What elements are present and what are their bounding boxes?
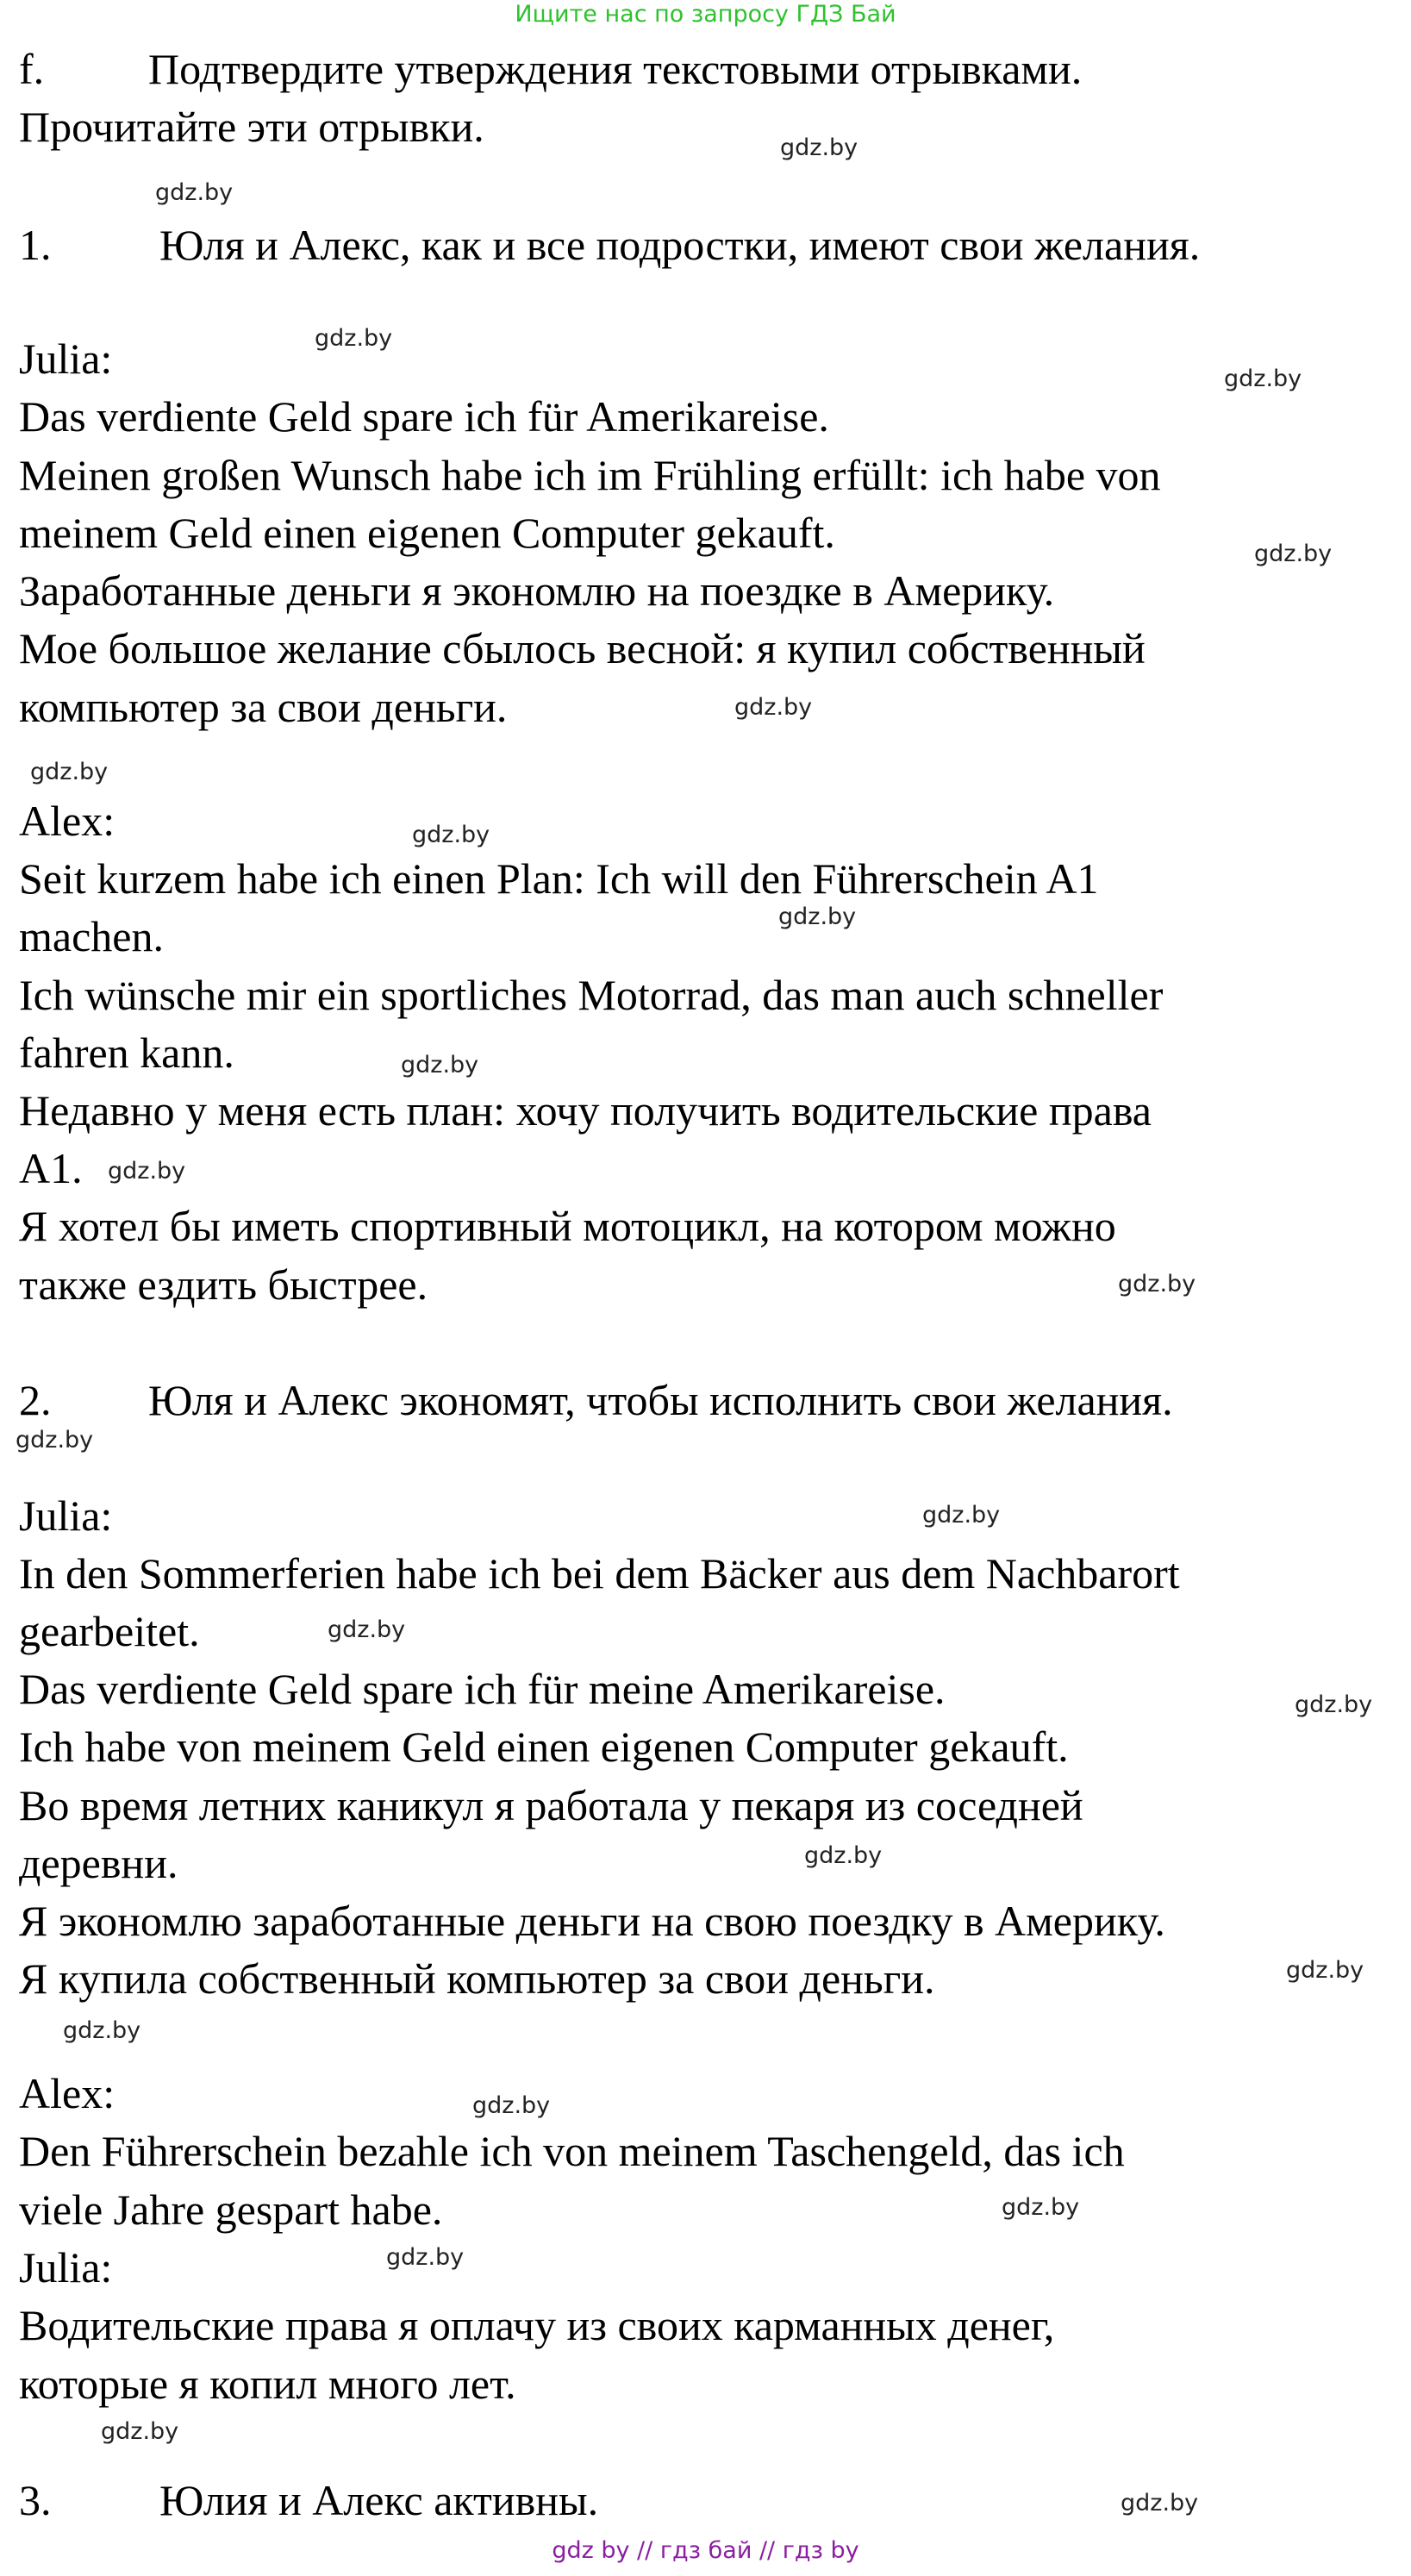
text-line: Я хотел бы иметь спортивный мотоцикл, на котором можно xyxy=(19,1202,1116,1250)
watermark: gdz.by xyxy=(778,903,857,930)
item-3-number: 3. xyxy=(19,2476,52,2524)
watermark: gdz.by xyxy=(472,2092,551,2119)
watermark: gdz.by xyxy=(1002,2194,1080,2221)
text-line: In den Sommerferien habe ich bei dem Bäcker aus dem Nachbarort xyxy=(19,1549,1180,1597)
text-line: fahren kann. xyxy=(19,1029,234,1077)
watermark: gdz.by xyxy=(1121,2490,1199,2517)
text-line: Das verdiente Geld spare ich für meine Amerikareise. xyxy=(19,1665,946,1713)
watermark: gdz.by xyxy=(1295,1691,1373,1718)
text-line: компьютер за свои деньги. xyxy=(19,683,508,731)
speaker-label-julia: Julia: xyxy=(19,1491,113,1540)
text-line: которые я копил много лет. xyxy=(19,2360,516,2408)
text-line: Мое большое желание сбылось весной: я купил собственный xyxy=(19,624,1146,672)
text-line: Meinen großen Wunsch habe ich im Frühling erfüllt: ich habe von xyxy=(19,451,1161,499)
text-line: Ich habe von meinem Geld einen eigenen Computer gekauft. xyxy=(19,1723,1069,1771)
text-line: meinem Geld einen eigenen Computer gekauft. xyxy=(19,509,835,557)
watermark: gdz.by xyxy=(1118,1271,1196,1297)
watermark: gdz.by xyxy=(386,2244,465,2271)
watermark: gdz.by xyxy=(1254,541,1333,567)
top-banner[interactable]: Ищите нас по запросу ГДЗ Бай xyxy=(515,1,896,28)
task-heading xyxy=(19,43,1082,95)
watermark: gdz.by xyxy=(804,1842,883,1869)
text-line: деревни. xyxy=(19,1839,178,1887)
text-line: Во время летних каникул я работала у пекаря из соседней xyxy=(19,1781,1083,1829)
item-2-number: 2. xyxy=(19,1376,52,1424)
text-line: A1. xyxy=(19,1144,83,1192)
watermark: gdz.by xyxy=(16,1427,94,1454)
speaker-label-alex: Alex: xyxy=(19,2069,116,2117)
watermark: gdz.by xyxy=(155,179,234,206)
speaker-label-julia: Julia: xyxy=(19,2243,113,2292)
watermark: gdz.by xyxy=(734,694,813,721)
watermark: gdz.by xyxy=(63,2017,141,2044)
text-line: Я купила собственный компьютер за свои деньги. xyxy=(19,1954,935,2003)
text-line: Водительские права я оплачу из своих карманных денег, xyxy=(19,2301,1055,2349)
text-line: Den Führerschein bezahle ich von meinem Taschengeld, das ich xyxy=(19,2127,1125,2175)
item-3-text: Юлия и Алекс активны. xyxy=(159,2476,599,2524)
watermark: gdz.by xyxy=(101,2418,179,2445)
watermark: gdz.by xyxy=(1224,366,1302,392)
speaker-label-julia: Julia: xyxy=(19,335,113,383)
text-line: Seit kurzem habe ich einen Plan: Ich will den Führerschein A1 xyxy=(19,854,1099,903)
footer[interactable]: gdz by // гдз бай // гдз by xyxy=(552,2537,859,2564)
task-title: Подтвердите утверждения текстовыми отрывками. xyxy=(148,45,1083,93)
watermark: gdz.by xyxy=(1286,1957,1364,1984)
item-1-text: Юля и Алекс, как и все подростки, имеют свои желания. xyxy=(159,221,1201,269)
item-1-number: 1. xyxy=(19,221,52,269)
text-line: Ich wünsche mir ein sportliches Motorrad, das man auch schneller xyxy=(19,971,1164,1019)
text-line: Заработанные деньги я экономлю на поездке в Америку. xyxy=(19,566,1055,615)
item-1-heading xyxy=(19,219,1200,271)
text-line: machen. xyxy=(19,912,164,960)
text-line: gearbeitet. xyxy=(19,1607,200,1655)
watermark: gdz.by xyxy=(328,1616,406,1643)
task-subtitle: Прочитайте эти отрывки. xyxy=(19,103,484,151)
text-line: Das verdiente Geld spare ich für Amerikareise. xyxy=(19,392,829,441)
watermark: gdz.by xyxy=(412,822,490,848)
watermark: gdz.by xyxy=(922,1502,1001,1529)
watermark: gdz.by xyxy=(401,1052,479,1079)
text-line: Я экономлю заработанные деньги на свою поездку в Америку. xyxy=(19,1897,1165,1945)
text-line: viele Jahre gespart habe. xyxy=(19,2185,443,2234)
task-letter: f. xyxy=(19,45,45,93)
watermark: gdz.by xyxy=(30,759,109,785)
text-line: Недавно у меня есть план: хочу получить водительские права xyxy=(19,1086,1152,1135)
speaker-label-alex: Alex: xyxy=(19,797,116,845)
item-2-text: Юля и Алекс экономят, чтобы исполнить свои желания. xyxy=(148,1376,1173,1424)
text-line: также ездить быстрее. xyxy=(19,1260,428,1309)
watermark: gdz.by xyxy=(315,325,393,352)
item-3-heading xyxy=(19,2474,598,2526)
watermark: gdz.by xyxy=(780,134,858,161)
item-2-heading xyxy=(19,1374,1173,1426)
watermark: gdz.by xyxy=(108,1158,186,1185)
